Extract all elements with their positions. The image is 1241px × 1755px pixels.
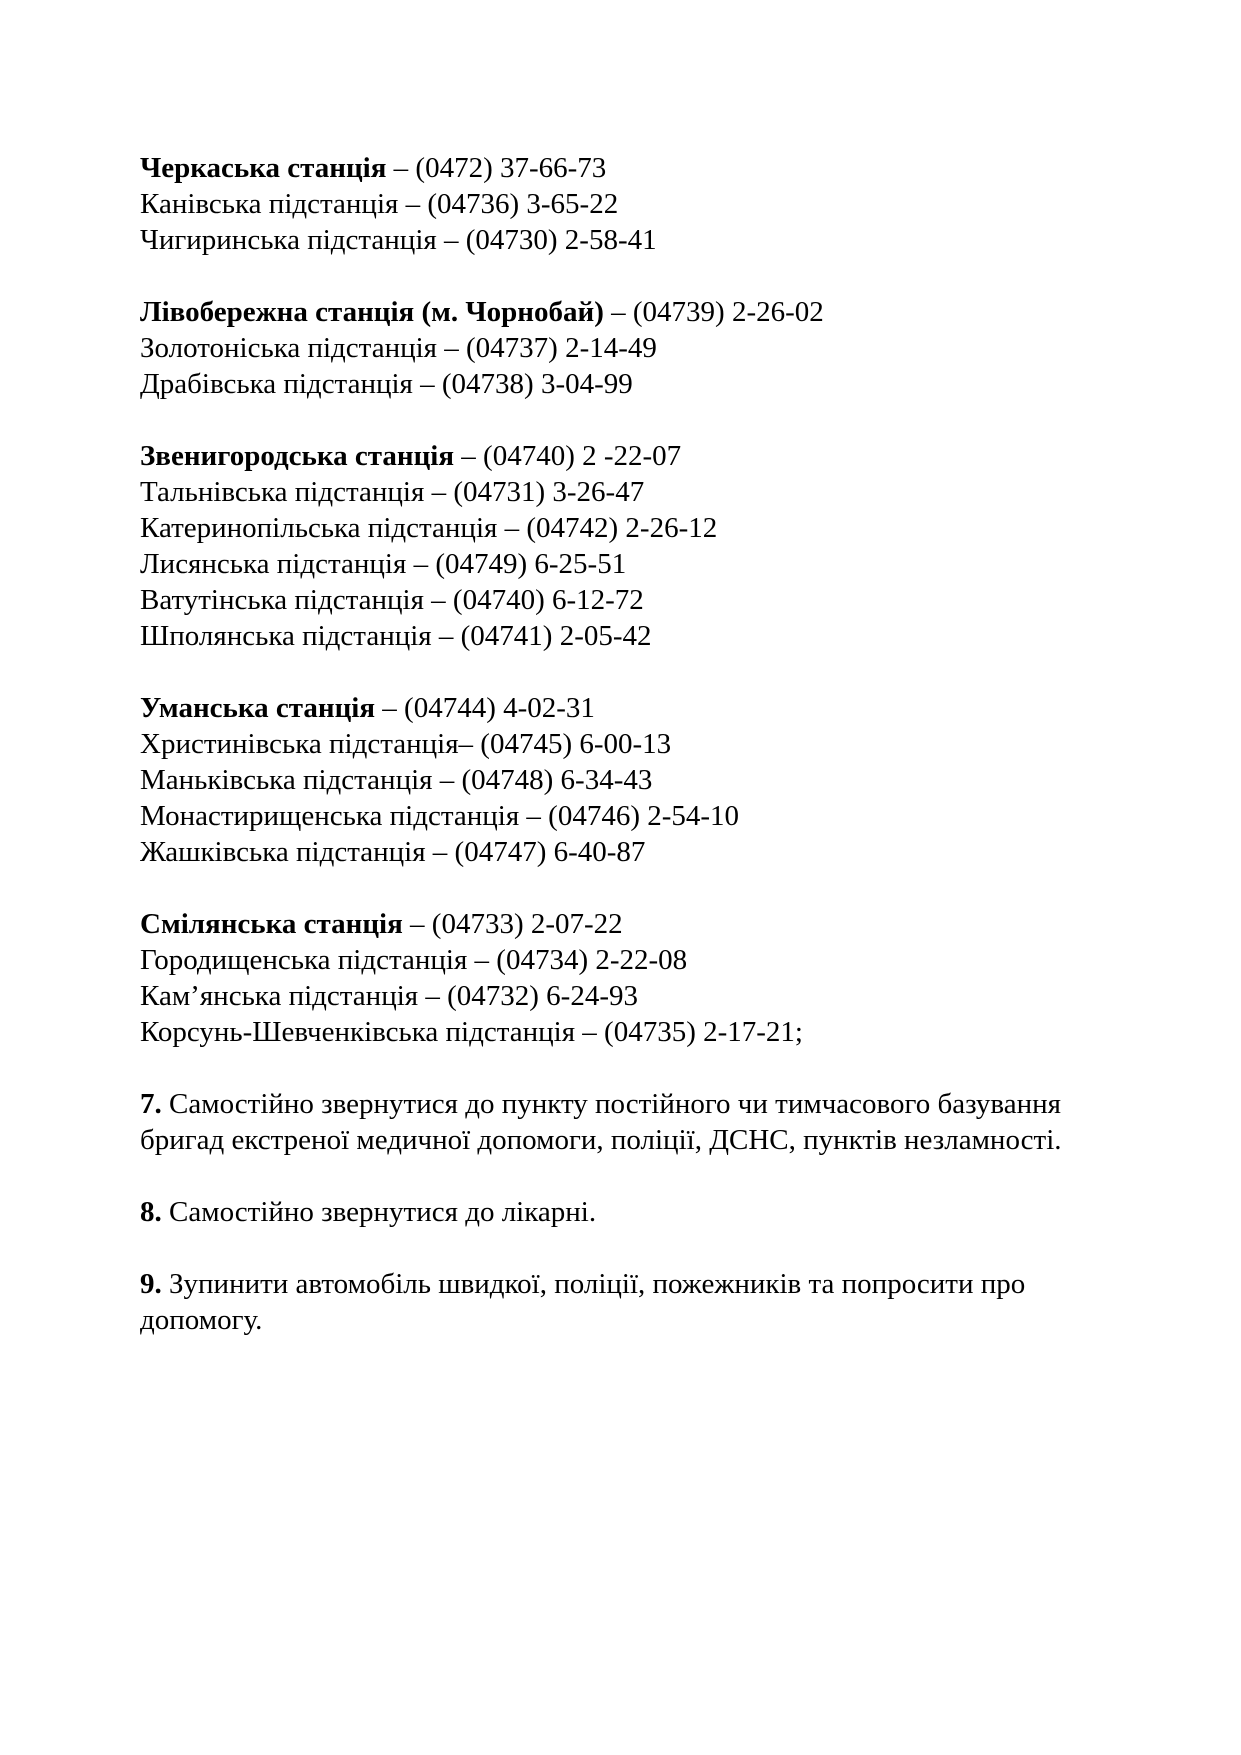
substation-line: Драбівська підстанція – (04738) 3-04-99 — [140, 368, 633, 400]
station-contact: – (04744) 4-02-31 — [375, 692, 595, 724]
station-name: Лівобережна станція (м. Чорнобай) — [140, 296, 604, 328]
numbered-paragraphs — [140, 1086, 1140, 1338]
station-name: Уманська станція — [140, 692, 376, 724]
station-header-line — [140, 690, 1140, 726]
substation-line: Чигиринська підстанція – (04730) 2-58-41 — [140, 224, 657, 256]
station-header-line — [140, 438, 1140, 474]
station-name: Звенигородська станція — [140, 440, 455, 472]
station-header-line — [140, 294, 1140, 330]
paragraph-text: Зупинити автомобіль швидкої, поліції, пожежників та попросити про допомогу. — [140, 1268, 1026, 1336]
substation-line: Шполянська підстанція – (04741) 2-05-42 — [140, 620, 652, 652]
substation-line: Корсунь-Шевченківська підстанція – (04735) 2-17-21; — [140, 1016, 803, 1048]
station-group — [140, 294, 1140, 402]
document-content — [140, 150, 1140, 1338]
station-group — [140, 906, 1140, 1050]
station-group — [140, 150, 1140, 258]
numbered-paragraph — [140, 1086, 1140, 1158]
substation-line: Городищенська підстанція – (04734) 2-22-08 — [140, 944, 688, 976]
station-contact: – (0472) 37-66-73 — [386, 152, 607, 184]
substation-line: Золотоніська підстанція – (04737) 2-14-49 — [140, 332, 657, 364]
substation-line: Ватутінська підстанція – (04740) 6-12-72 — [140, 584, 644, 616]
substation-line: Катеринопільська підстанція – (04742) 2-26-12 — [140, 512, 718, 544]
station-contact: – (04733) 2-07-22 — [402, 908, 623, 940]
station-name: Черкаська станція — [140, 152, 387, 184]
substation-line: Жашківська підстанція – (04747) 6-40-87 — [140, 836, 646, 868]
station-contact: – (04739) 2-26-02 — [603, 296, 824, 328]
station-header-line — [140, 906, 1140, 942]
substation-line: Христинівська підстанція– (04745) 6-00-13 — [140, 728, 672, 760]
station-group — [140, 690, 1140, 870]
substation-line: Кам’янська підстанція – (04732) 6-24-93 — [140, 980, 638, 1012]
substation-line: Тальнівська підстанція – (04731) 3-26-47 — [140, 476, 645, 508]
paragraph-spacer — [162, 1268, 169, 1300]
numbered-paragraph — [140, 1194, 1140, 1230]
station-name: Смілянська станція — [140, 908, 403, 940]
paragraph-spacer — [162, 1088, 169, 1120]
paragraph-number: 8. — [140, 1196, 162, 1228]
substation-line: Маньківська підстанція – (04748) 6-34-43 — [140, 764, 653, 796]
substation-line: Монастирищенська підстанція – (04746) 2-54-10 — [140, 800, 740, 832]
paragraph-text: Самостійно звернутися до пункту постійного чи тимчасового базування бригад екстреної медичної допомоги, поліції, ДСНС, пунктів незламності. — [140, 1088, 1062, 1156]
paragraph-text: Самостійно звернутися до лікарні. — [169, 1196, 597, 1228]
numbered-paragraph — [140, 1266, 1140, 1338]
station-header-line — [140, 150, 1140, 186]
paragraph-spacer — [162, 1196, 169, 1228]
substation-line: Лисянська підстанція – (04749) 6-25-51 — [140, 548, 627, 580]
station-group — [140, 438, 1140, 654]
paragraph-number: 7. — [140, 1088, 162, 1120]
station-groups — [140, 150, 1140, 1050]
station-contact: – (04740) 2 -22-07 — [454, 440, 682, 472]
paragraph-number: 9. — [140, 1268, 162, 1300]
substation-line: Канівська підстанція – (04736) 3-65-22 — [140, 188, 619, 220]
